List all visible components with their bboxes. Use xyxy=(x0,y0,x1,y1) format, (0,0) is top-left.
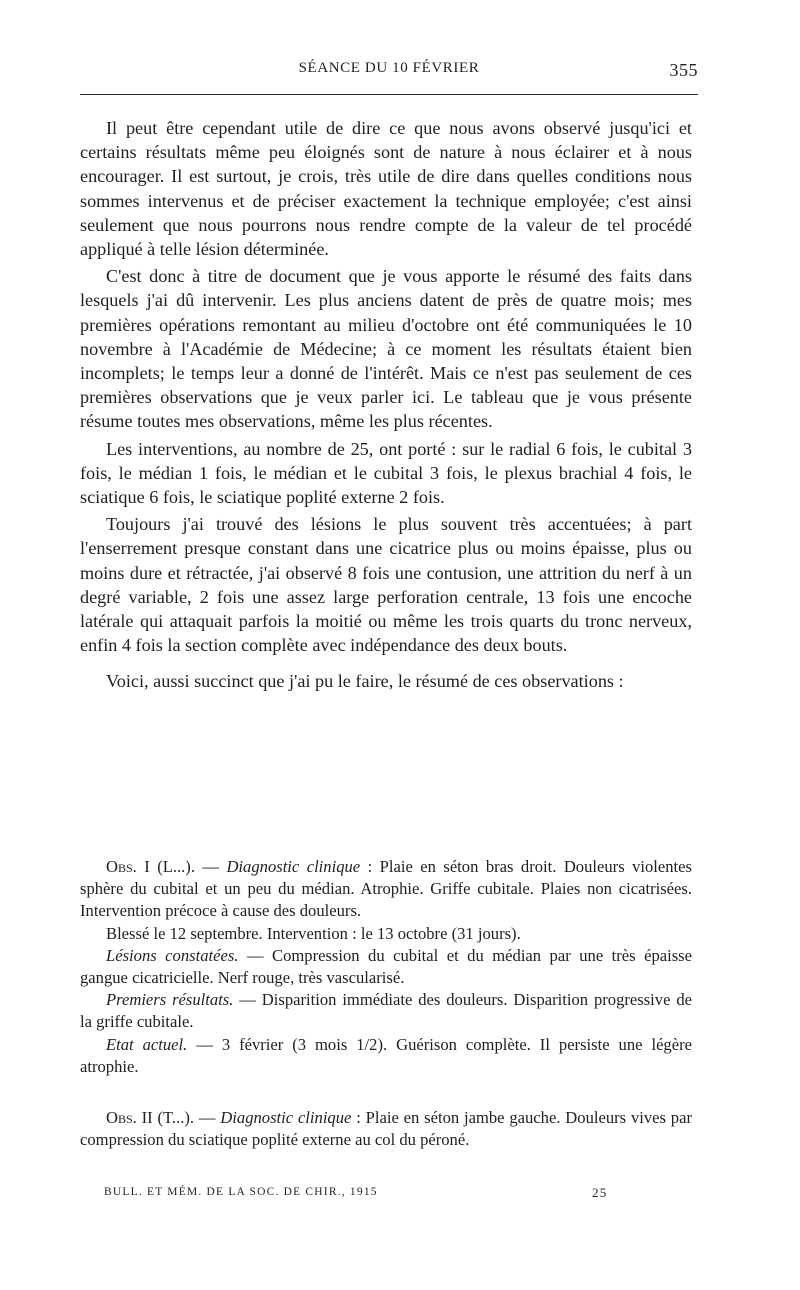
header-rule xyxy=(80,94,698,95)
observation-diagnosis xyxy=(80,856,692,923)
observation-lesions xyxy=(80,945,692,989)
page-number: 355 xyxy=(669,60,698,80)
diagnosis-label: Diagnostic clinique xyxy=(226,857,361,876)
paragraph: Il peut être cependant utile de dire ce que nous avons observé jusqu'ici et certains résultats même peu éloignés sont de nature à nous éclairer et à nous encourager. Il est surtout, je crois, très utile de dire dans quelles conditions nous sommes intervenus et de préciser exactement la technique employée; c'est ainsi seulement que nous pourrons nous rendre compte de la valeur de tel procédé appliqué à telle lésion déterminée. xyxy=(80,118,692,260)
observation-diagnosis xyxy=(80,1107,692,1151)
running-head xyxy=(80,56,698,86)
signature-mark: 25 xyxy=(592,1185,608,1200)
observation-2 xyxy=(80,1107,692,1151)
body-text xyxy=(80,116,692,694)
journal-reference: BULL. ET MÉM. DE LA SOC. DE CHIR., 1915 xyxy=(104,1186,378,1198)
diagnosis-label: Diagnostic clinique xyxy=(220,1108,352,1127)
paragraph: Toujours j'ai trouvé des lésions le plus souvent très accentuées; à part l'enserrement presque constant dans une cicatrice plus ou moins épaisse, plus ou moins dure et rétractée, j'ai observé 8 fois une contusion, une attrition du nerf à un degré variable, 2 fois une assez large perforation centrale, 13 fois une encoche latérale qui attaquait parfois la moitié ou même les trois quarts du tronc nerveux, enfin 4 fois la section complète avec indépendance des deux bouts. xyxy=(80,514,692,656)
page-footer xyxy=(80,1186,692,1206)
dash: — xyxy=(194,1108,221,1127)
observation-current-state xyxy=(80,1034,692,1078)
lesions-text: — Compression du cubital et du médian par une très épaisse gangue cicatricielle. Nerf rouge, très vascularisé. xyxy=(80,945,692,988)
paragraph: Les interventions, au nombre de 25, ont porté : sur le radial 6 fois, le cubital 3 fois, le médian 1 fois, le médian et le cubital 3 fois, le plexus brachial 4 fois, le sciatique 6 fois, le sciatique poplité externe 2 fois. xyxy=(80,438,692,508)
observation-first-results xyxy=(80,989,692,1033)
dash: — xyxy=(194,857,227,876)
paragraph: C'est donc à titre de document que je vous apporte le résumé des faits dans lesquels j'ai dû intervenir. Les plus anciens datent de près de quatre mois; mes premières opérations remontant au milieu d'octobre ont été communiquées le 10 novembre à l'Académie de Médecine; à ce moment les résultats étaient bien incomplets; le temps leur a donné de l'intérêt. Mais ce n'est pas seulement de ces premières observations que je veux parler ici. Le tableau que je vous présente résume toutes mes observations, même les plus récentes. xyxy=(80,266,692,432)
diagnosis-text: : Plaie en séton jambe gauche. Douleurs vives par compression du sciatique poplité externe au col du péroné. xyxy=(80,1108,692,1150)
observation-dates: Blessé le 12 septembre. Intervention : le 13 octobre (31 jours). xyxy=(106,923,521,943)
observation-label: Obs. I (L...). xyxy=(106,857,195,876)
lesions-label: Lésions constatées. xyxy=(106,945,239,965)
observation-1 xyxy=(80,856,692,1078)
first-results-label: Premiers résultats. xyxy=(106,990,234,1010)
observation-label: Obs. II (T...). xyxy=(106,1108,195,1127)
paragraph: Voici, aussi succinct que j'ai pu le faire, le résumé de ces observations : xyxy=(106,671,624,692)
current-state-label: Etat actuel. xyxy=(106,1034,188,1054)
running-title: SÉANCE DU 10 FÉVRIER xyxy=(298,60,480,76)
current-state-text: — 3 février (3 mois 1/2). Guérison complète. Il persiste une légère atrophie. xyxy=(80,1034,692,1076)
first-results-text: — Disparition immédiate des douleurs. Disparition progressive de la griffe cubitale. xyxy=(80,990,693,1032)
diagnosis-text: : Plaie en séton bras droit. Douleurs violentes sphère du cubital et un peu du médian. Atrophie. Griffe cubitale. Plaies non cicatrisées. Intervention précoce à cause des douleurs. xyxy=(80,857,692,921)
